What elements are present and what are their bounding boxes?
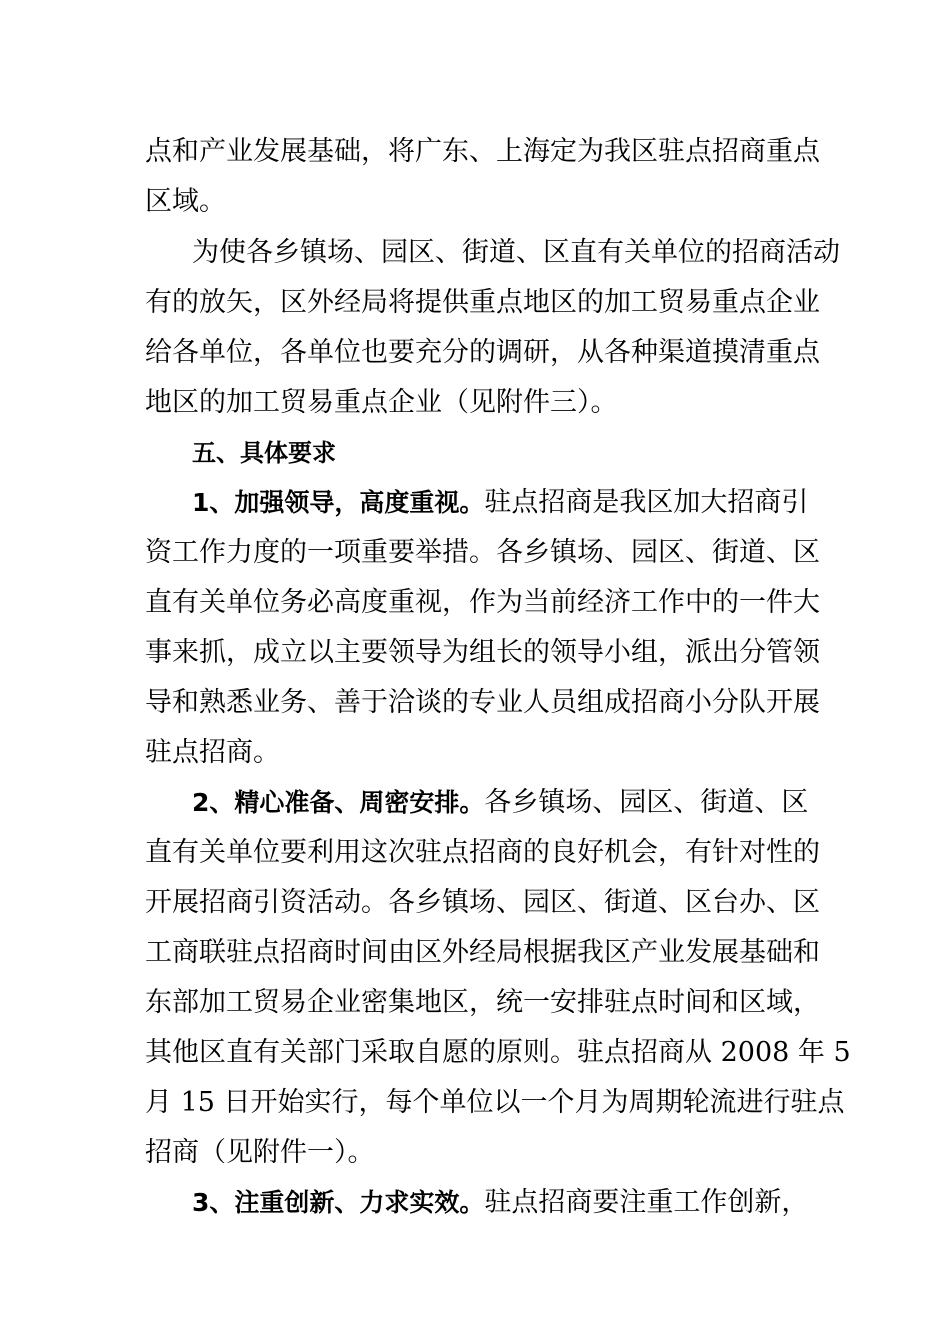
item-2-first-line [192, 786, 807, 820]
item-2-lead: 2、精心准备、周密安排。 [192, 788, 485, 817]
paragraph-line: 开展招商引资活动。各乡镇场、园区、街道、区台办、区 [145, 887, 820, 918]
paragraph-line: 事来抓，成立以主要领导为组长的领导小组，派出分管领 [145, 637, 820, 668]
paragraph-line: 东部加工贸易企业密集地区，统一安排驻点时间和区域， [145, 987, 820, 1018]
paragraph-line: 区域。 [145, 186, 226, 217]
paragraph-line: 直有关单位务必高度重视，作为当前经济工作中的一件大 [145, 587, 820, 618]
paragraph-line: 地区的加工贸易重点企业（见附件三）。 [145, 387, 618, 418]
item-1-first-line-text: 驻点招商是我区加大招商引 [484, 487, 809, 518]
item-3-lead: 3、注重创新、力求实效。 [192, 1188, 485, 1217]
item-1-first-line [192, 486, 807, 520]
paragraph-line: 导和熟悉业务、善于洽谈的专业人员组成招商小分队开展 [145, 687, 820, 718]
paragraph-line: 有的放矢，区外经局将提供重点地区的加工贸易重点企业 [145, 287, 820, 318]
section-heading: 五、具体要求 [192, 439, 336, 467]
item-2-first-line-text: 各乡镇场、园区、街道、区 [484, 787, 809, 818]
paragraph-line: 给各单位，各单位也要充分的调研，从各种渠道摸清重点 [145, 337, 820, 368]
paragraph-line: 月 15 日开始实行，每个单位以一个月为周期轮流进行驻点 [145, 1087, 845, 1118]
paragraph-line: 资工作力度的一项重要举措。各乡镇场、园区、街道、区 [145, 537, 820, 568]
paragraph-line: 点和产业发展基础，将广东、上海定为我区驻点招商重点 [145, 136, 820, 167]
paragraph-line: 为使各乡镇场、园区、街道、区直有关单位的招商活动 [192, 237, 840, 268]
item-3-first-line [192, 1186, 807, 1220]
paragraph-line: 直有关单位要利用这次驻点招商的良好机会，有针对性的 [145, 837, 820, 868]
paragraph-line: 招商（见附件一）。 [145, 1137, 375, 1168]
item-1-lead: 1、加强领导，高度重视。 [192, 488, 485, 517]
paragraph-line: 驻点招商。 [145, 737, 280, 768]
paragraph-line: 其他区直有关部门采取自愿的原则。驻点招商从 2008 年 5 [145, 1037, 851, 1068]
paragraph-line: 工商联驻点招商时间由区外经局根据我区产业发展基础和 [145, 937, 820, 968]
item-3-first-line-text: 驻点招商要注重工作创新， [484, 1187, 809, 1218]
